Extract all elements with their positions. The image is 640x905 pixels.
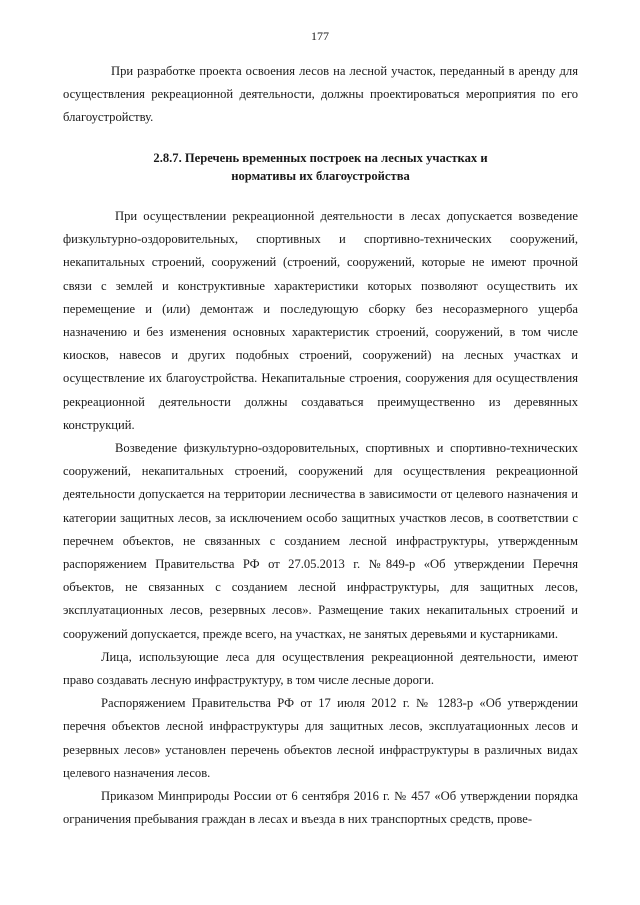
page-number: 177 xyxy=(311,29,329,43)
intro-section xyxy=(63,60,578,130)
main-text xyxy=(63,205,578,831)
paragraph-3: Лица, использующие леса для осуществления рекреационной деятельности, имеют право создавать лесную инфраструктуру, в том числе лесные дороги. xyxy=(63,649,578,688)
paragraph-2: Возведение физкультурно-оздоровительных, спортивных и спортивно-технических сооружений, некапитальных строений, сооружений для осуществления рекреационной деятельности допускается на территории лесничества в зависимости от целевого назначения и категории защитных лесов, за исключением особо защитных участков лесов, в соответствии с перечнем объектов, не связанных с созданием лесной инфраструктуры, утвержденным распоряжением Правительства РФ от 27.05.2013 г. №849-р «Об утверждении Перечня объектов, не связанных с созданием лесной инфраструктуры, для защитных лесов, эксплуатационных лесов, резервных лесов». Размещение таких некапитальных строений и сооружений допускается, прежде всего, на участках, не занятых деревьями и кустарниками. xyxy=(63,441,578,641)
intro-paragraph: При разработке проекта освоения лесов на лесной участок, переданный в аренду для осуществления рекреационной деятельности, должны проектироваться мероприятия по его благоустройству. xyxy=(63,64,578,125)
paragraph-1: При осуществлении рекреационной деятельности в лесах допускается возведение физкультурно-оздоровительных, спортивных и спортивно-технических сооружений, некапитальных строений, сооружений (строений, сооружений, которые не имеют прочной связи с землей и конструктивные характеристики которых позволяют осуществить их перемещение и (или) демонтаж и последующую сборку без несоразмерного ущерба назначению и без изменения основных характеристик строений, сооружений, в том числе киосков, навесов и других подобных строений, сооружений) на лесных участках и осуществление их благоустройства. Некапитальные строения, сооружения для осуществления рекреационной деятельности должны создаваться преимущественно из деревянных конструкций. xyxy=(63,209,578,432)
paragraph-5: Приказом Минприроды России от 6 сентября 2016 г. № 457 «Об утверждении порядка ограничения пребывания граждан в лесах и въезда в них транспортных средств, прове- xyxy=(63,789,578,827)
paragraph-4: Распоряжением Правительства РФ от 17 июля 2012 г. № 1283-р «Об утверждении перечня объектов лесной инфраструктуры для защитных лесов, эксплуатационных лесов и резервных лесов» установлен перечень объектов лесной инфраструктуры в различных видах целевого назначения лесов. xyxy=(63,696,578,780)
section-heading xyxy=(63,149,578,185)
section-heading-line-2: нормативы их благоустройства xyxy=(231,169,410,183)
section-heading-line-1: 2.8.7. Перечень временных построек на лесных участках и xyxy=(153,151,488,165)
